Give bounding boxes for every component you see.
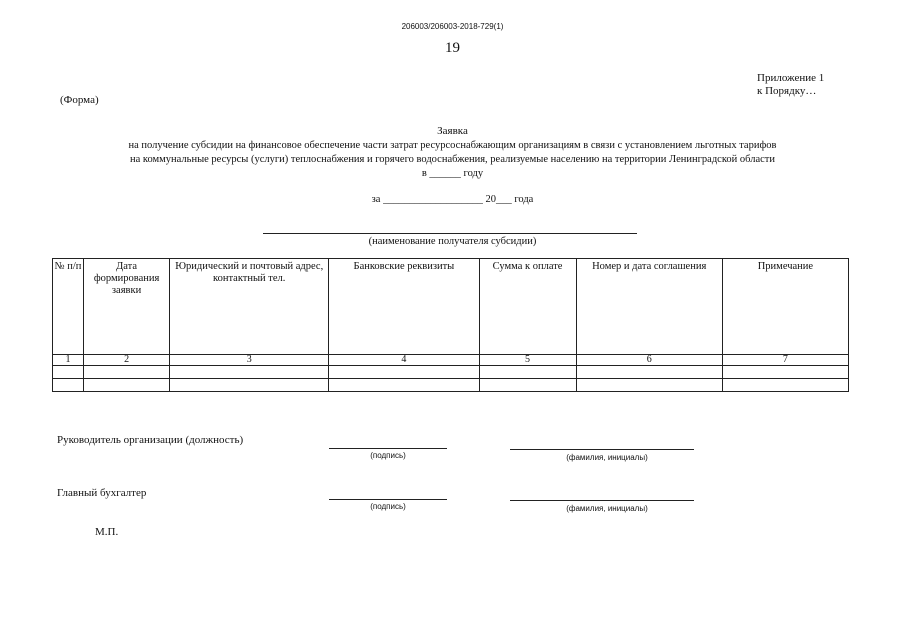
name-caption: (фамилия, инициалы) <box>566 453 648 462</box>
table-cell[interactable] <box>722 379 848 392</box>
header-number: № п/п <box>53 259 84 355</box>
header-date: Дата формирования заявки <box>84 259 170 355</box>
column-number: 1 <box>53 355 84 366</box>
table-cell[interactable] <box>479 379 576 392</box>
accountant-signature-line[interactable] <box>329 499 447 500</box>
table-cell[interactable] <box>576 366 722 379</box>
column-number: 7 <box>722 355 848 366</box>
table-cell[interactable] <box>170 379 329 392</box>
header-address: Юридический и почтовый адрес, контактный тел. <box>170 259 329 355</box>
table-cell[interactable] <box>84 366 170 379</box>
title-line-1: на получение субсидии на финансовое обеспечение части затрат ресурсоснабжающим организациям в связи с установлением льготных тарифов <box>128 140 777 151</box>
appendix-line-2: к Порядку… <box>757 85 817 97</box>
header-agreement: Номер и дата соглашения <box>576 259 722 355</box>
signature-caption: (подпись) <box>370 502 406 511</box>
application-table <box>52 258 849 392</box>
recipient-caption: (наименование получателя субсидии) <box>368 236 537 247</box>
signature-caption: (подпись) <box>370 451 406 460</box>
recipient-underline <box>263 233 637 234</box>
table-cell[interactable] <box>53 366 84 379</box>
director-label: Руководитель организации (должность) <box>57 434 244 446</box>
appendix-note <box>757 72 824 98</box>
table-cell[interactable] <box>722 366 848 379</box>
table-cell[interactable] <box>329 379 479 392</box>
table-cell[interactable] <box>170 366 329 379</box>
director-signature-line[interactable] <box>329 448 447 449</box>
table-cell[interactable] <box>329 366 479 379</box>
column-number: 6 <box>576 355 722 366</box>
table-cell[interactable] <box>53 379 84 392</box>
period-line: за ___________________ 20___ года <box>371 194 534 205</box>
page-number: 19 <box>445 40 460 56</box>
column-number: 3 <box>170 355 329 366</box>
document-title: Заявка <box>437 125 468 137</box>
name-caption: (фамилия, инициалы) <box>566 504 648 513</box>
form-label: (Форма) <box>60 94 99 106</box>
director-name-line[interactable] <box>510 449 694 450</box>
header-bank-details: Банковские реквизиты <box>329 259 479 355</box>
table-row <box>53 366 849 379</box>
chief-accountant-label: Главный бухгалтер <box>57 487 147 499</box>
document-id: 206003/206003-2018-729(1) <box>401 22 504 31</box>
header-amount: Сумма к оплате <box>479 259 576 355</box>
title-line-2: на коммунальные ресурсы (услуги) теплоснабжения и горячего водоснабжения, реализуемые населению на территории Ленинградской области <box>130 154 775 165</box>
table-cell[interactable] <box>479 366 576 379</box>
column-number: 2 <box>84 355 170 366</box>
appendix-line-1: Приложение 1 <box>757 72 825 84</box>
table-cell[interactable] <box>84 379 170 392</box>
stamp-placeholder: М.П. <box>95 526 119 538</box>
header-note: Примечание <box>722 259 848 355</box>
column-number: 4 <box>329 355 479 366</box>
accountant-name-line[interactable] <box>510 500 694 501</box>
title-line-3: в ______ году <box>421 168 484 179</box>
column-number-row <box>53 355 849 366</box>
table-cell[interactable] <box>576 379 722 392</box>
column-number: 5 <box>479 355 576 366</box>
table-header-row <box>53 259 849 355</box>
table-row <box>53 379 849 392</box>
